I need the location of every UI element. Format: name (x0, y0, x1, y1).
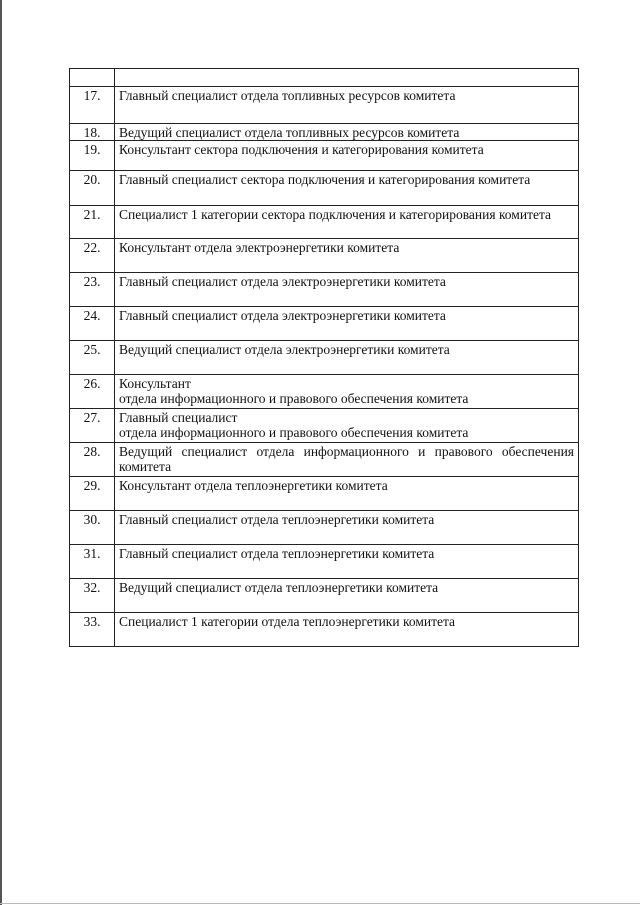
position-title-line2: отдела информационного и правового обеспечения комитета (119, 425, 469, 440)
position-title: Специалист 1 категории отдела теплоэнергетики комитета (115, 613, 579, 647)
row-number: 21. (70, 206, 115, 239)
header-number-cell (70, 69, 115, 87)
row-number: 24. (70, 307, 115, 341)
scan-left-edge (0, 0, 2, 905)
table-row (70, 511, 579, 545)
table-row (70, 613, 579, 647)
header-title-cell (115, 69, 579, 87)
position-title (115, 409, 579, 443)
position-title: Ведущий специалист отдела электроэнергетики комитета (115, 341, 579, 375)
position-title: Главный специалист сектора подключения и категорирования комитета (115, 171, 579, 206)
row-number: 20. (70, 171, 115, 206)
row-number: 23. (70, 273, 115, 307)
table-row (70, 477, 579, 511)
position-title-line1: Главный специалист (119, 410, 238, 425)
scan-bottom-edge (0, 903, 640, 904)
position-title: Консультант отдела теплоэнергетики комитета (115, 477, 579, 511)
table-row (70, 375, 579, 409)
row-number: 33. (70, 613, 115, 647)
row-number: 26. (70, 375, 115, 409)
position-title-line2: отдела информационного и правового обеспечения комитета (119, 391, 469, 406)
table-row (70, 124, 579, 141)
row-number: 22. (70, 239, 115, 273)
table-header-row (70, 69, 579, 87)
table-row (70, 141, 579, 171)
row-number: 19. (70, 141, 115, 171)
row-number: 29. (70, 477, 115, 511)
row-number: 31. (70, 545, 115, 579)
table-row (70, 307, 579, 341)
position-title: Главный специалист отдела теплоэнергетики комитета (115, 545, 579, 579)
position-title-line1: Консультант (119, 376, 191, 391)
position-title: Главный специалист отдела топливных ресурсов комитета (115, 87, 579, 124)
row-number: 27. (70, 409, 115, 443)
table-row (70, 443, 579, 477)
position-title: Главный специалист отдела теплоэнергетики комитета (115, 511, 579, 545)
position-title: Ведущий специалист отдела информационного и правового обеспечения комитета (115, 443, 579, 477)
row-number: 25. (70, 341, 115, 375)
table-row (70, 579, 579, 613)
table-row (70, 341, 579, 375)
row-number: 17. (70, 87, 115, 124)
table-row (70, 87, 579, 124)
position-title: Главный специалист отдела электроэнергетики комитета (115, 307, 579, 341)
table-row (70, 171, 579, 206)
table-row (70, 545, 579, 579)
position-title: Консультант отдела электроэнергетики комитета (115, 239, 579, 273)
table-row (70, 273, 579, 307)
row-number: 18. (70, 124, 115, 141)
position-title: Специалист 1 категории сектора подключения и категорирования комитета (115, 206, 579, 239)
position-title: Ведущий специалист отдела топливных ресурсов комитета (115, 124, 579, 141)
table-row (70, 239, 579, 273)
row-number: 30. (70, 511, 115, 545)
table-row (70, 206, 579, 239)
position-title (115, 375, 579, 409)
positions-table (69, 68, 579, 647)
row-number: 32. (70, 579, 115, 613)
table-row (70, 409, 579, 443)
row-number: 28. (70, 443, 115, 477)
position-title: Главный специалист отдела электроэнергетики комитета (115, 273, 579, 307)
position-title: Ведущий специалист отдела теплоэнергетики комитета (115, 579, 579, 613)
position-title: Консультант сектора подключения и категорирования комитета (115, 141, 579, 171)
